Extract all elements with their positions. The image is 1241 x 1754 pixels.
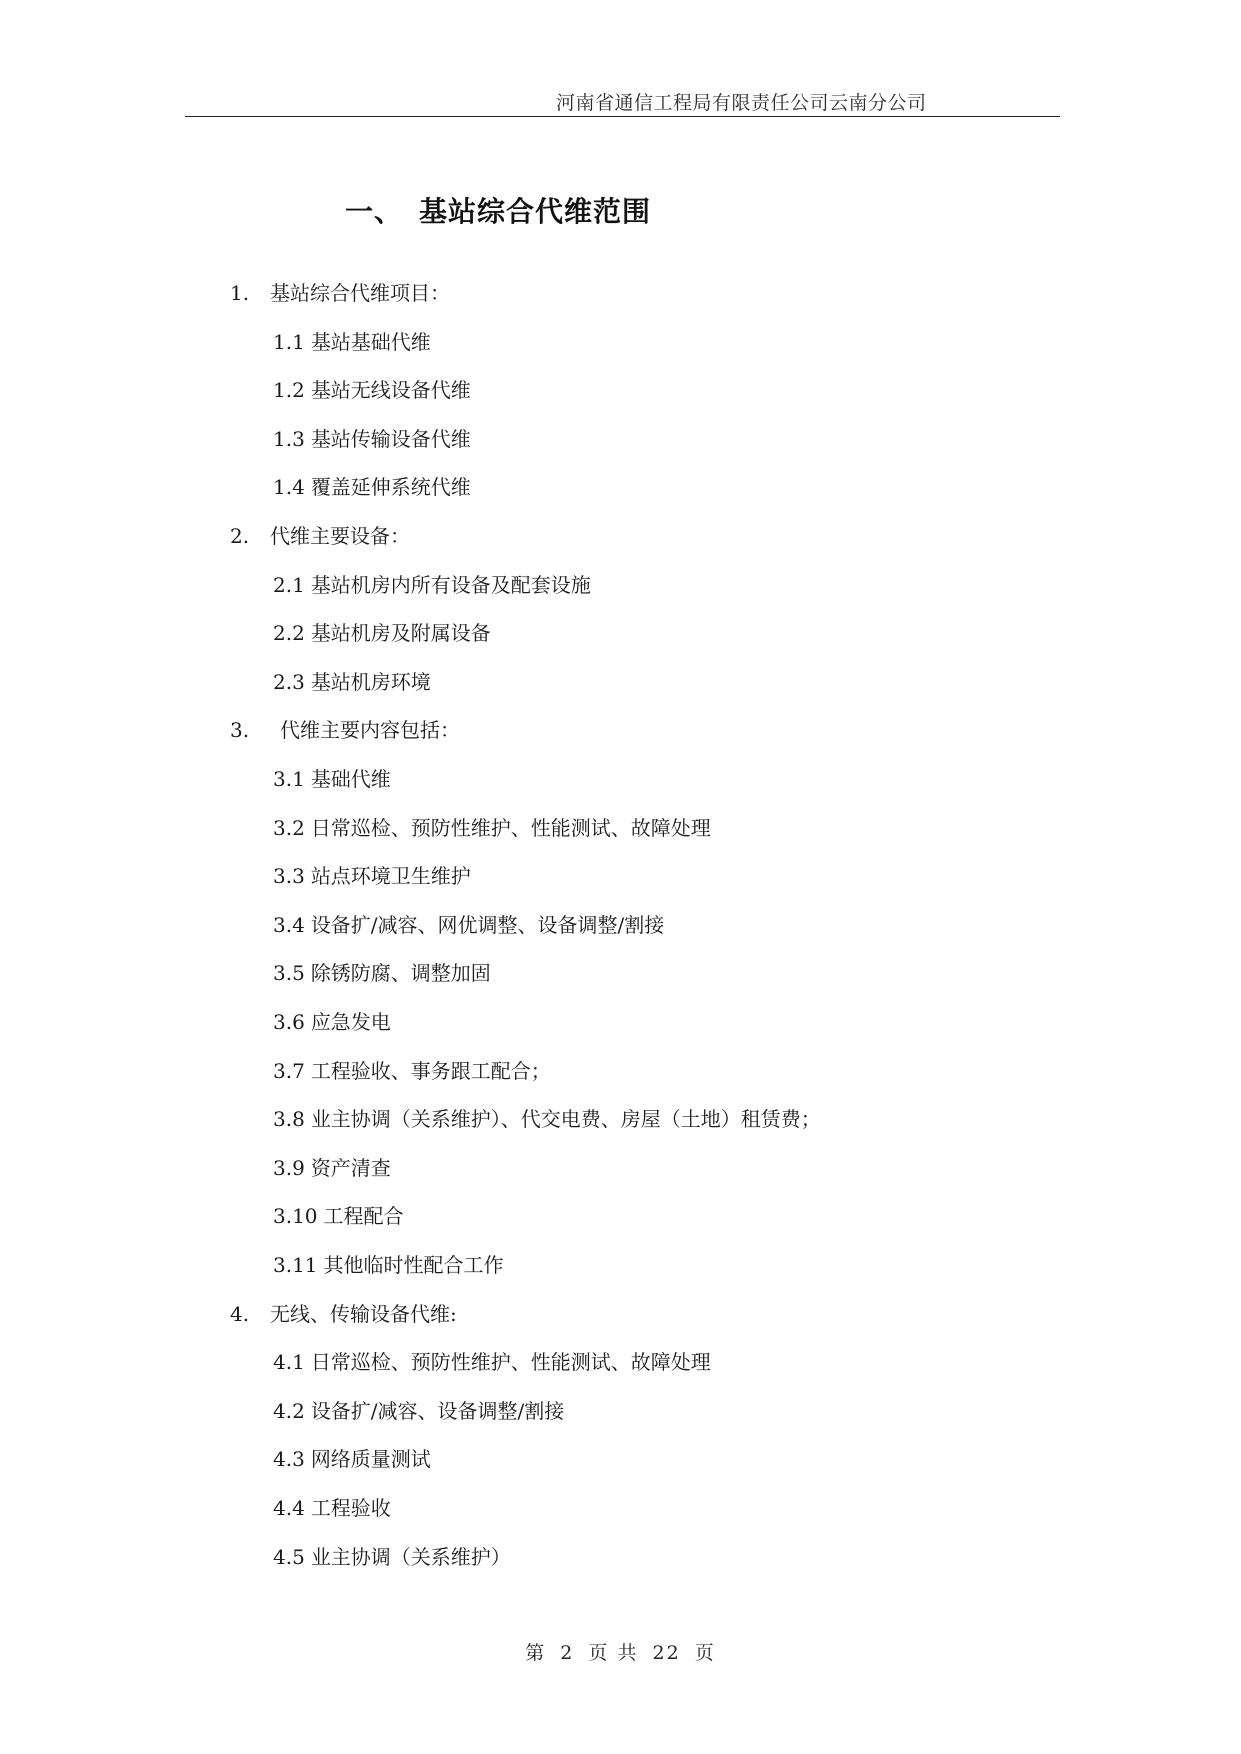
item-number: 3.11 [273, 1253, 318, 1277]
item-number: 4.2 [273, 1399, 305, 1423]
list-item [273, 621, 491, 645]
footer-suffix: 页 [694, 1642, 716, 1664]
list-item [273, 1399, 564, 1423]
header-divider [185, 116, 1060, 117]
item-number: 1.2 [273, 378, 305, 402]
list-item [273, 767, 391, 791]
item-number: 4. [230, 1302, 250, 1326]
item-text: 基站机房环境 [310, 670, 431, 694]
item-number: 1.4 [273, 475, 305, 499]
item-number: 4.5 [273, 1545, 305, 1569]
list-item [273, 1010, 391, 1034]
item-text: 基站无线设备代维 [310, 378, 471, 402]
item-number: 3.2 [273, 816, 305, 840]
item-number: 3.7 [273, 1059, 305, 1083]
list-item [273, 1350, 711, 1374]
item-number: 2. [230, 524, 250, 548]
item-text: 业主协调（关系维护）、代交电费、房屋（土地）租赁费； [310, 1107, 821, 1131]
item-text: 基站机房内所有设备及配套设施 [310, 573, 591, 597]
footer-middle: 页 共 [588, 1642, 639, 1664]
item-text: 覆盖延伸系统代维 [310, 475, 471, 499]
item-number: 3.10 [273, 1204, 318, 1228]
item-text: 代维主要内容包括： [280, 718, 460, 742]
footer-total-pages: 22 [652, 1642, 681, 1664]
item-text: 工程配合 [323, 1204, 404, 1228]
list-item [273, 330, 431, 354]
item-text: 基础代维 [310, 767, 391, 791]
list-item [273, 475, 471, 499]
item-number: 2.3 [273, 670, 305, 694]
list-heading [230, 524, 410, 548]
list-item [273, 1156, 391, 1180]
list-item [273, 1447, 431, 1471]
item-number: 2.2 [273, 621, 305, 645]
section-title [345, 190, 651, 230]
list-item [273, 864, 471, 888]
list-item [273, 1545, 511, 1569]
item-number: 3.5 [273, 961, 305, 985]
list-heading [230, 718, 460, 742]
item-text: 日常巡检、预防性维护、性能测试、故障处理 [310, 816, 711, 840]
page-footer [0, 1638, 1241, 1665]
header-company-name: 河南省通信工程局有限责任公司云南分公司 [556, 92, 927, 114]
item-number: 4.4 [273, 1496, 305, 1520]
item-text: 基站基础代维 [310, 330, 431, 354]
list-item [273, 427, 471, 451]
list-item [273, 573, 591, 597]
item-text: 代维主要设备： [270, 524, 410, 548]
item-text: 业主协调（关系维护） [310, 1545, 511, 1569]
item-number: 1. [230, 281, 250, 305]
item-number: 3.9 [273, 1156, 305, 1180]
list-item [273, 1496, 391, 1520]
list-item [273, 1107, 821, 1131]
item-number: 3.8 [273, 1107, 305, 1131]
item-text: 无线、传输设备代维: [270, 1302, 457, 1326]
item-text: 工程验收、事务跟工配合； [310, 1059, 551, 1083]
list-item [273, 670, 431, 694]
list-item [273, 1253, 504, 1277]
item-text: 站点环境卫生维护 [310, 864, 471, 888]
item-number: 4.1 [273, 1350, 305, 1374]
item-number: 2.1 [273, 573, 305, 597]
list-item [273, 1204, 404, 1228]
item-number: 3.4 [273, 913, 305, 937]
item-text: 工程验收 [310, 1496, 391, 1520]
list-item [273, 816, 711, 840]
item-text: 网络质量测试 [310, 1447, 431, 1471]
item-text: 基站综合代维项目： [270, 281, 450, 305]
item-number: 1.1 [273, 330, 305, 354]
footer-prefix: 第 [525, 1642, 547, 1664]
item-number: 4.3 [273, 1447, 305, 1471]
list-item [273, 1059, 551, 1083]
item-text: 设备扩/减容、网优调整、设备调整/割接 [310, 913, 665, 937]
item-number: 3.3 [273, 864, 305, 888]
list-item [273, 378, 471, 402]
item-text: 日常巡检、预防性维护、性能测试、故障处理 [310, 1350, 711, 1374]
item-text: 基站传输设备代维 [310, 427, 471, 451]
item-text: 设备扩/减容、设备调整/割接 [310, 1399, 565, 1423]
item-text: 基站机房及附属设备 [310, 621, 491, 645]
item-number: 3.6 [273, 1010, 305, 1034]
list-heading [230, 1302, 457, 1326]
section-title-text: 基站综合代维范围 [419, 195, 652, 228]
item-number: 1.3 [273, 427, 305, 451]
item-text: 除锈防腐、调整加固 [310, 961, 491, 985]
list-item [273, 961, 491, 985]
footer-page-number: 2 [560, 1642, 575, 1664]
item-text: 资产清查 [310, 1156, 391, 1180]
item-number: 3. [230, 718, 250, 742]
list-heading [230, 281, 450, 305]
list-item [273, 913, 664, 937]
item-number: 3.1 [273, 767, 305, 791]
section-number: 一、 [345, 195, 404, 228]
item-text: 其他临时性配合工作 [323, 1253, 504, 1277]
item-text: 应急发电 [310, 1010, 391, 1034]
